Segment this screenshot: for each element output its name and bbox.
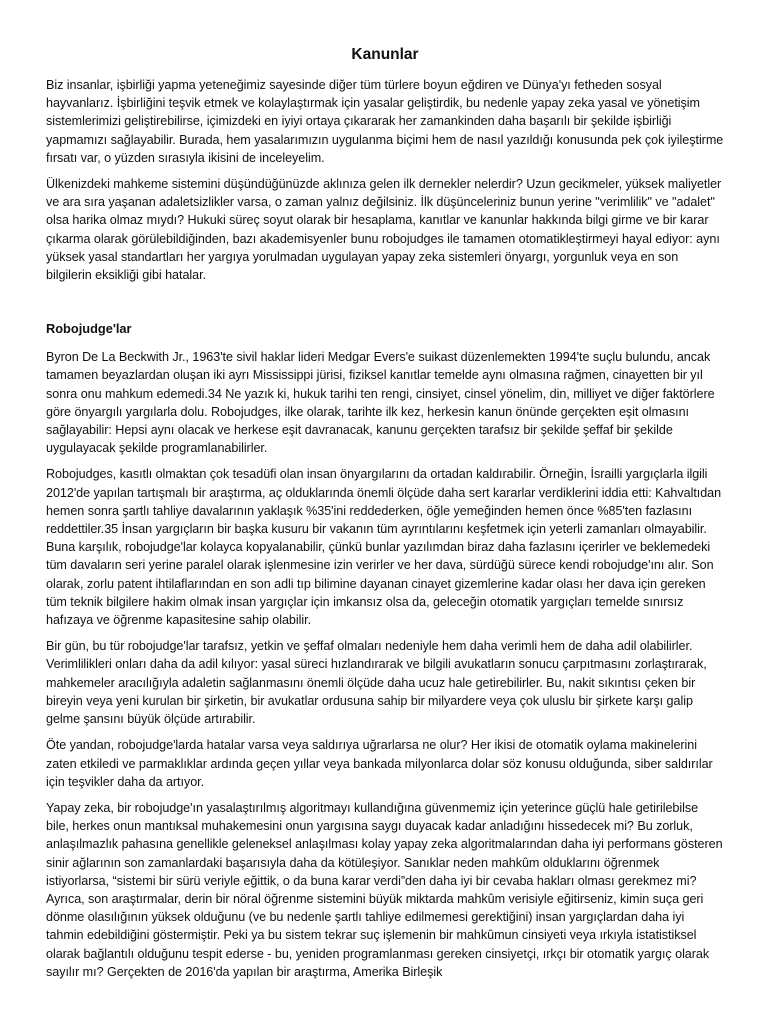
section-paragraph-2: Robojudges, kasıtlı olmaktan çok tesadüfi olan insan önyargılarını da ortadan kaldırabilir. Örneğin, İsrailli yargıçlarla ilgili 2012'de yapılan tartışmalı bir araştırma, aç olduklarında önemli ölçüde daha sert kararlar verdiklerini iddia etti: Kahvaltıdan hemen sonra şartlı tahliye davalarının yaklaşık %35'ini reddederken, öğle yemeğinden hemen önce %85'ten fazlasını reddettiler.35 İnsan yargıçların bir başka kusuru bir vakanın tüm ayrıntılarını keşfetmek için yeterli zamanları olmayabilir. Buna karşılık, robojudge'lar kolayca kopyalanabilir, çünkü bunlar yazılımdan biraz daha fazlasını içerirler ve beklemedeki tüm davaların seri yerine paralel olarak işlenmesine izin verirler ve her dava, sürdüğü sürece kendi robojudge'ını alır. Son olarak, zorlu patent ihtilaflarından en son adli tıp bilimine dayanan cinayet gizemlerine kadar olası her dava için gereken tüm teknik bilgilere hakim olmak insan yargıçlar için imkansız olsa da, geleceğin otomatik yargıçları temelde sınırsız hafızaya ve öğrenme kapasitesine sahip olabilir. <box>46 467 722 628</box>
section-paragraph-1: Byron De La Beckwith Jr., 1963'te sivil haklar lideri Medgar Evers'e suikast düzenlemekten 1994'te suçlu bulundu, ancak tamamen beyazlardan oluşan iki ayrı Mississippi jürisi, fiziksel kanıtlar temelde aynı olmasına rağmen, cinayetten bir yıl sonra onu mahkum edemedi.34 Ne yazık ki, hukuk tarihi ten rengi, cinsiyet, cinsel yönelim, din, milliyet ve diğer faktörlere göre önyargılı yargılarla dolu. Robojudges, ilke olarak, tarihte ilk kez, herkesin kanun önünde gerçekten eşit olmasını sağlayabilir: Hepsi aynı olacak ve herkese eşit davranacak, kanunu gerçekten tarafsız bir şekilde şeffaf bir şekilde uygulayacak şekilde programlanabilirler. <box>46 350 715 456</box>
intro-paragraph-2: Ülkenizdeki mahkeme sistemini düşündüğünüzde aklınıza gelen ilk dernekler nelerdir? Uzun gecikmeler, yüksek maliyetler ve ara sıra yaşanan adaletsizlikler varsa, o zaman yalnız değilsiniz. İlk düşünceleriniz bunun yerine "verimlilik" ve "adalet" olsa harika olmaz mıydı? Hukuki süreç soyut olarak bir hesaplama, kanıtlar ve kanunlar hakkında bilgi girme ve bir karar çıkarma olarak görülebildiğinden, bazı akademisyenler bunu robojudges ile tamamen otomatikleştirmeyi hayal ediyor: aynı yüksek yasal standartları her yargıya yorulmadan uygulayan yapay zeka sistemleri önyargı, yorgunluk veya en son bilgilerin eksikliği gibi hatalar. <box>46 177 722 283</box>
document-page <box>46 44 724 989</box>
intro-paragraph-1: Biz insanlar, işbirliği yapma yeteneğimiz sayesinde diğer tüm türlere boyun eğdiren ve Dünya'yı fetheden sosyal hayvanlarız. İşbirliğini teşvik etmek ve kolaylaştırmak için yasalar geliştirdik, bu nedenle yapay zeka yasal ve yönetişim sistemlerimizi geliştirebilirse, içimizdeki en iyiyi ortaya çıkararak her zamankinden daha başarılı bir şekilde işbirliği yapmamızı sağlayabilir. Burada, hem yasalarımızın uygulanma biçimi hem de nasıl yazıldığı konusunda pek çok iyileştirme fırsatı var, o yüzden sırasıyla ikisini de inceleyelim. <box>46 78 724 165</box>
page-title: Kanunlar <box>351 46 419 63</box>
section-paragraph-4: Öte yandan, robojudge'larda hatalar varsa veya saldırıya uğrarlarsa ne olur? Her ikisi de otomatik oylama makinelerini zaten etkiledi ve parmaklıklar ardında geçen yıllar veya bankada milyonlarca dolar söz konusu olduğunda, siber saldırılar için teşvikler daha da artıyor. <box>46 738 713 789</box>
section-heading: Robojudge'lar <box>46 321 132 337</box>
section-paragraph-5: Yapay zeka, bir robojudge'ın yasalaştırılmış algoritmayı kullandığına güvenmemiz için yeterince güçlü hale getirilebilse bile, herkes onun mantıksal muhakemesini onun yargısına saygı duyacak kadar anladığını hissedecek mi? Bu zorluk, anlaşılmazlık pahasına genellikle geleneksel anlaşılması kolay yapay zeka algoritmalarından daha iyi performans gösteren sinir ağlarının son zamanlardaki başarısıyla daha da kötüleşiyor. Sanıklar neden mahkûm olduklarını öğrenmek istiyorlarsa, “sistemi bir sürü veriyle eğittik, o da buna karar verdi”den daha iyi bir cevaba hakları olması gerekmez mi? Ayrıca, son araştırmalar, derin bir nöral öğrenme sistemini büyük miktarda mahkûm verisiyle eğitirseniz, kimin suça geri dönme olasılığının yüksek olduğunu (ve bu nedenle şartlı tahliye edilmemesi gerektiğini) insan yargıçlardan daha iyi tahmin edebildiğini göstermiştir. Peki ya bu sistem tekrar suç işlemenin bir mahkûmun cinsiyeti veya ırkıyla istatistiksel olarak bağlantılı olduğunu tespit ederse - bu, yeniden programlanması gereken cinsiyetçi, ırkçı bir otomatik yargıç olarak sayılır mı? Gerçekten de 2016'da yapılan bir araştırma, Amerika Birleşik <box>46 800 723 979</box>
section-paragraph-3: Bir gün, bu tür robojudge'lar tarafsız, yetkin ve şeffaf olmaları nedeniyle hem daha verimli hem de daha adil olabilirler. Verimlilikleri onları daha da adil kılıyor: yasal süreci hızlandırarak ve bilgili avukatların sonucu çarpıtmasını zorlaştırarak, mahkemeler aracılığıyla adaletin sağlanmasını önemli ölçüde daha ucuz hale getirebilirler. Bu, nakit sıkıntısı çeken bir bireyin veya yeni kurulan bir şirketin, bir avukatlar ordusuna sahip bir milyardere veya çok uluslu bir şirkete karşı galip gelme şansını büyük ölçüde artırabilir. <box>46 639 707 727</box>
